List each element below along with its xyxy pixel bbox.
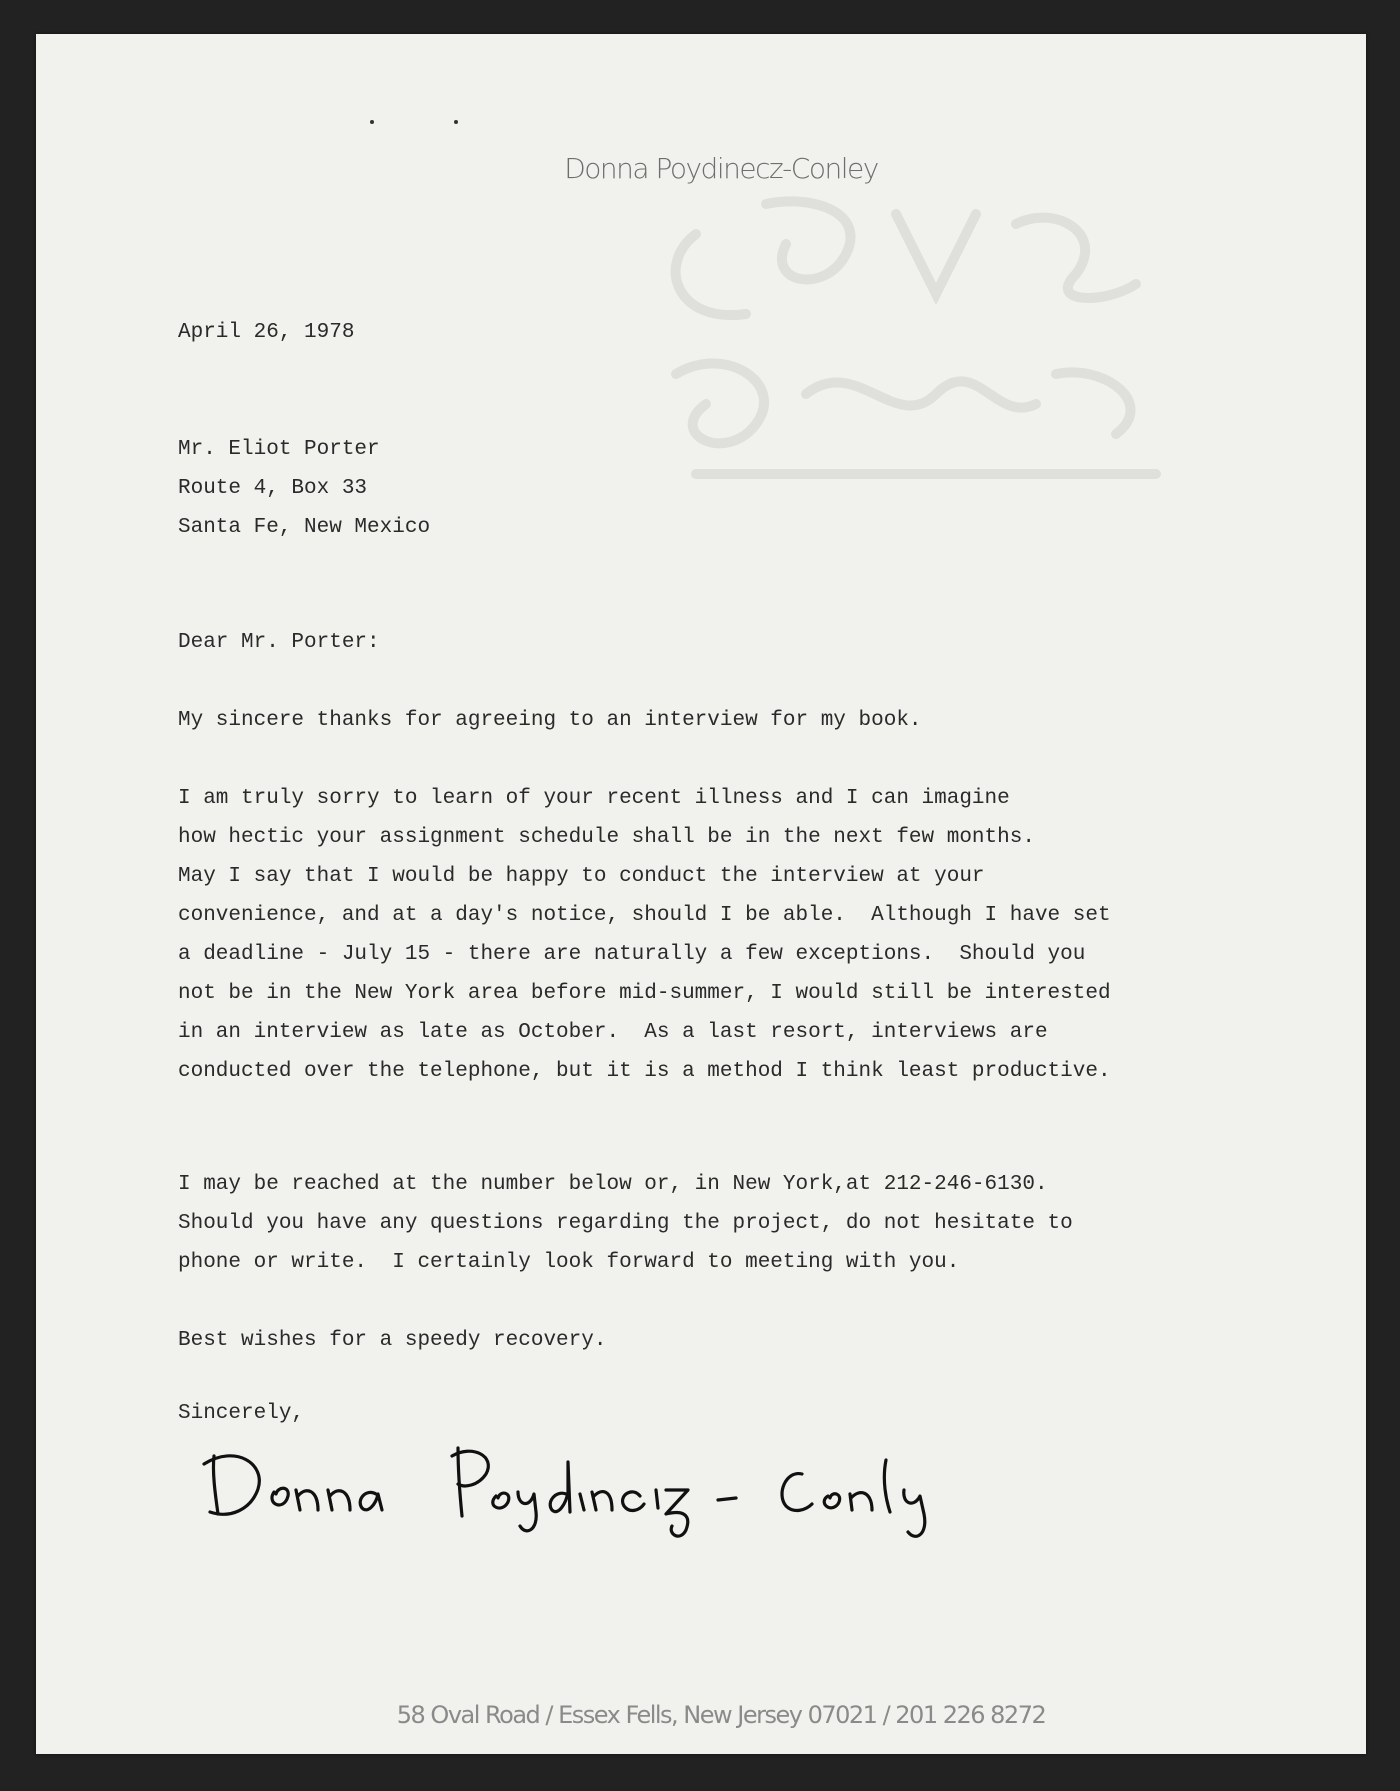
closing: Sincerely, <box>178 1402 305 1425</box>
paragraph-line: I am truly sorry to learn of your recent illness and I can imagine <box>178 787 1010 810</box>
letter-page <box>36 34 1366 1754</box>
paragraph-line: convenience, and at a day's notice, should I be able. Although I have set <box>178 904 1111 927</box>
paragraph-line: conducted over the telephone, but it is a method I think least productive. <box>178 1060 1111 1083</box>
watermark-emblem <box>636 174 1196 504</box>
letterhead-name: Donna Poydinecz-Conley <box>564 152 878 185</box>
recipient-address <box>178 430 430 547</box>
paragraph-line: My sincere thanks for agreeing to an interview for my book. <box>178 709 922 732</box>
recipient-line: Mr. Eliot Porter <box>178 438 380 461</box>
paragraph-line: May I say that I would be happy to conduct the interview at your <box>178 865 985 888</box>
paragraph-2 <box>178 779 1111 1091</box>
paragraph-line: phone or write. I certainly look forward to meeting with you. <box>178 1251 960 1274</box>
paragraph-line: a deadline - July 15 - there are naturally a few exceptions. Should you <box>178 943 1086 966</box>
salutation: Dear Mr. Porter: <box>178 631 380 654</box>
paragraph-line: in an interview as late as October. As a last resort, interviews are <box>178 1021 1048 1044</box>
footer-address: 58 Oval Road / Essex Fells, New Jersey 07021 / 201 226 8272 <box>396 1701 1046 1729</box>
paragraph-line: Best wishes for a speedy recovery. <box>178 1329 607 1352</box>
paragraph-line: I may be reached at the number below or, in New York,at 212-246-6130. <box>178 1173 1048 1196</box>
speck <box>370 120 374 124</box>
letter-date: April 26, 1978 <box>178 321 355 344</box>
paper-specks <box>370 120 460 128</box>
recipient-line: Route 4, Box 33 <box>178 477 368 500</box>
handwritten-signature <box>196 1434 1016 1544</box>
paragraph-1 <box>178 701 922 740</box>
paragraph-4 <box>178 1321 606 1360</box>
paragraph-line: not be in the New York area before mid-summer, I would still be interested <box>178 982 1111 1005</box>
speck <box>454 120 458 124</box>
paragraph-line: how hectic your assignment schedule shall be in the next few months. <box>178 826 1035 849</box>
paragraph-3 <box>178 1165 1073 1282</box>
paragraph-line: Should you have any questions regarding the project, do not hesitate to <box>178 1212 1073 1235</box>
recipient-line: Santa Fe, New Mexico <box>178 516 431 539</box>
